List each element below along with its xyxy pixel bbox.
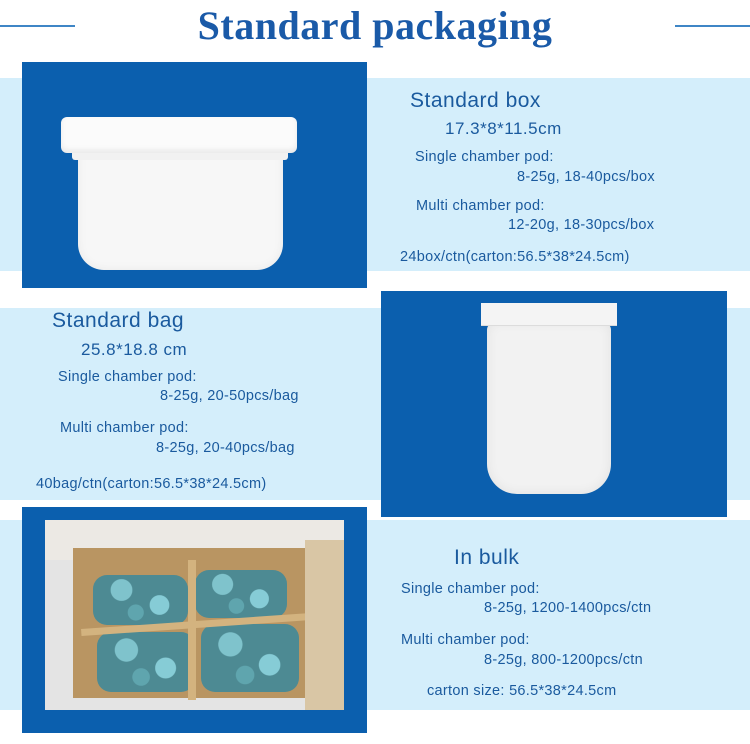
box-multi-label: Multi chamber pod: — [416, 198, 545, 214]
bulk-single-value: 8-25g, 1200-1400pcs/ctn — [484, 600, 652, 616]
bag-single-label: Single chamber pod: — [58, 369, 197, 385]
box-single-label: Single chamber pod: — [415, 149, 554, 165]
box-size: 17.3*8*11.5cm — [445, 119, 562, 138]
bag-multi-label: Multi chamber pod: — [60, 420, 189, 436]
bulk-heading: In bulk — [454, 546, 520, 569]
bulk-single-label: Single chamber pod: — [401, 581, 540, 597]
bag-pouch-image — [487, 322, 611, 494]
bulk-multi-label: Multi chamber pod: — [401, 632, 530, 648]
title-line-left — [0, 25, 75, 27]
bag-zipper-top — [481, 303, 617, 326]
bag-single-value: 8-25g, 20-50pcs/bag — [160, 388, 299, 404]
bag-size: 25.8*18.8 cm — [81, 340, 188, 359]
bulk-carton-photo — [45, 520, 344, 710]
bulk-carton-info: carton size: 56.5*38*24.5cm — [427, 683, 617, 699]
bag-carton-info: 40bag/ctn(carton:56.5*38*24.5cm) — [36, 476, 267, 492]
bag-heading: Standard bag — [52, 309, 185, 332]
box-heading: Standard box — [410, 89, 541, 112]
box-single-value: 8-25g, 18-40pcs/box — [517, 169, 655, 185]
box-multi-value: 12-20g, 18-30pcs/box — [508, 217, 655, 233]
bulk-multi-value: 8-25g, 800-1200pcs/ctn — [484, 652, 643, 668]
page-title: Standard packaging — [197, 3, 553, 48]
title-line-right — [675, 25, 750, 27]
box-lid — [61, 117, 297, 153]
box-carton-info: 24box/ctn(carton:56.5*38*24.5cm) — [400, 249, 630, 265]
bag-multi-value: 8-25g, 20-40pcs/bag — [156, 440, 295, 456]
